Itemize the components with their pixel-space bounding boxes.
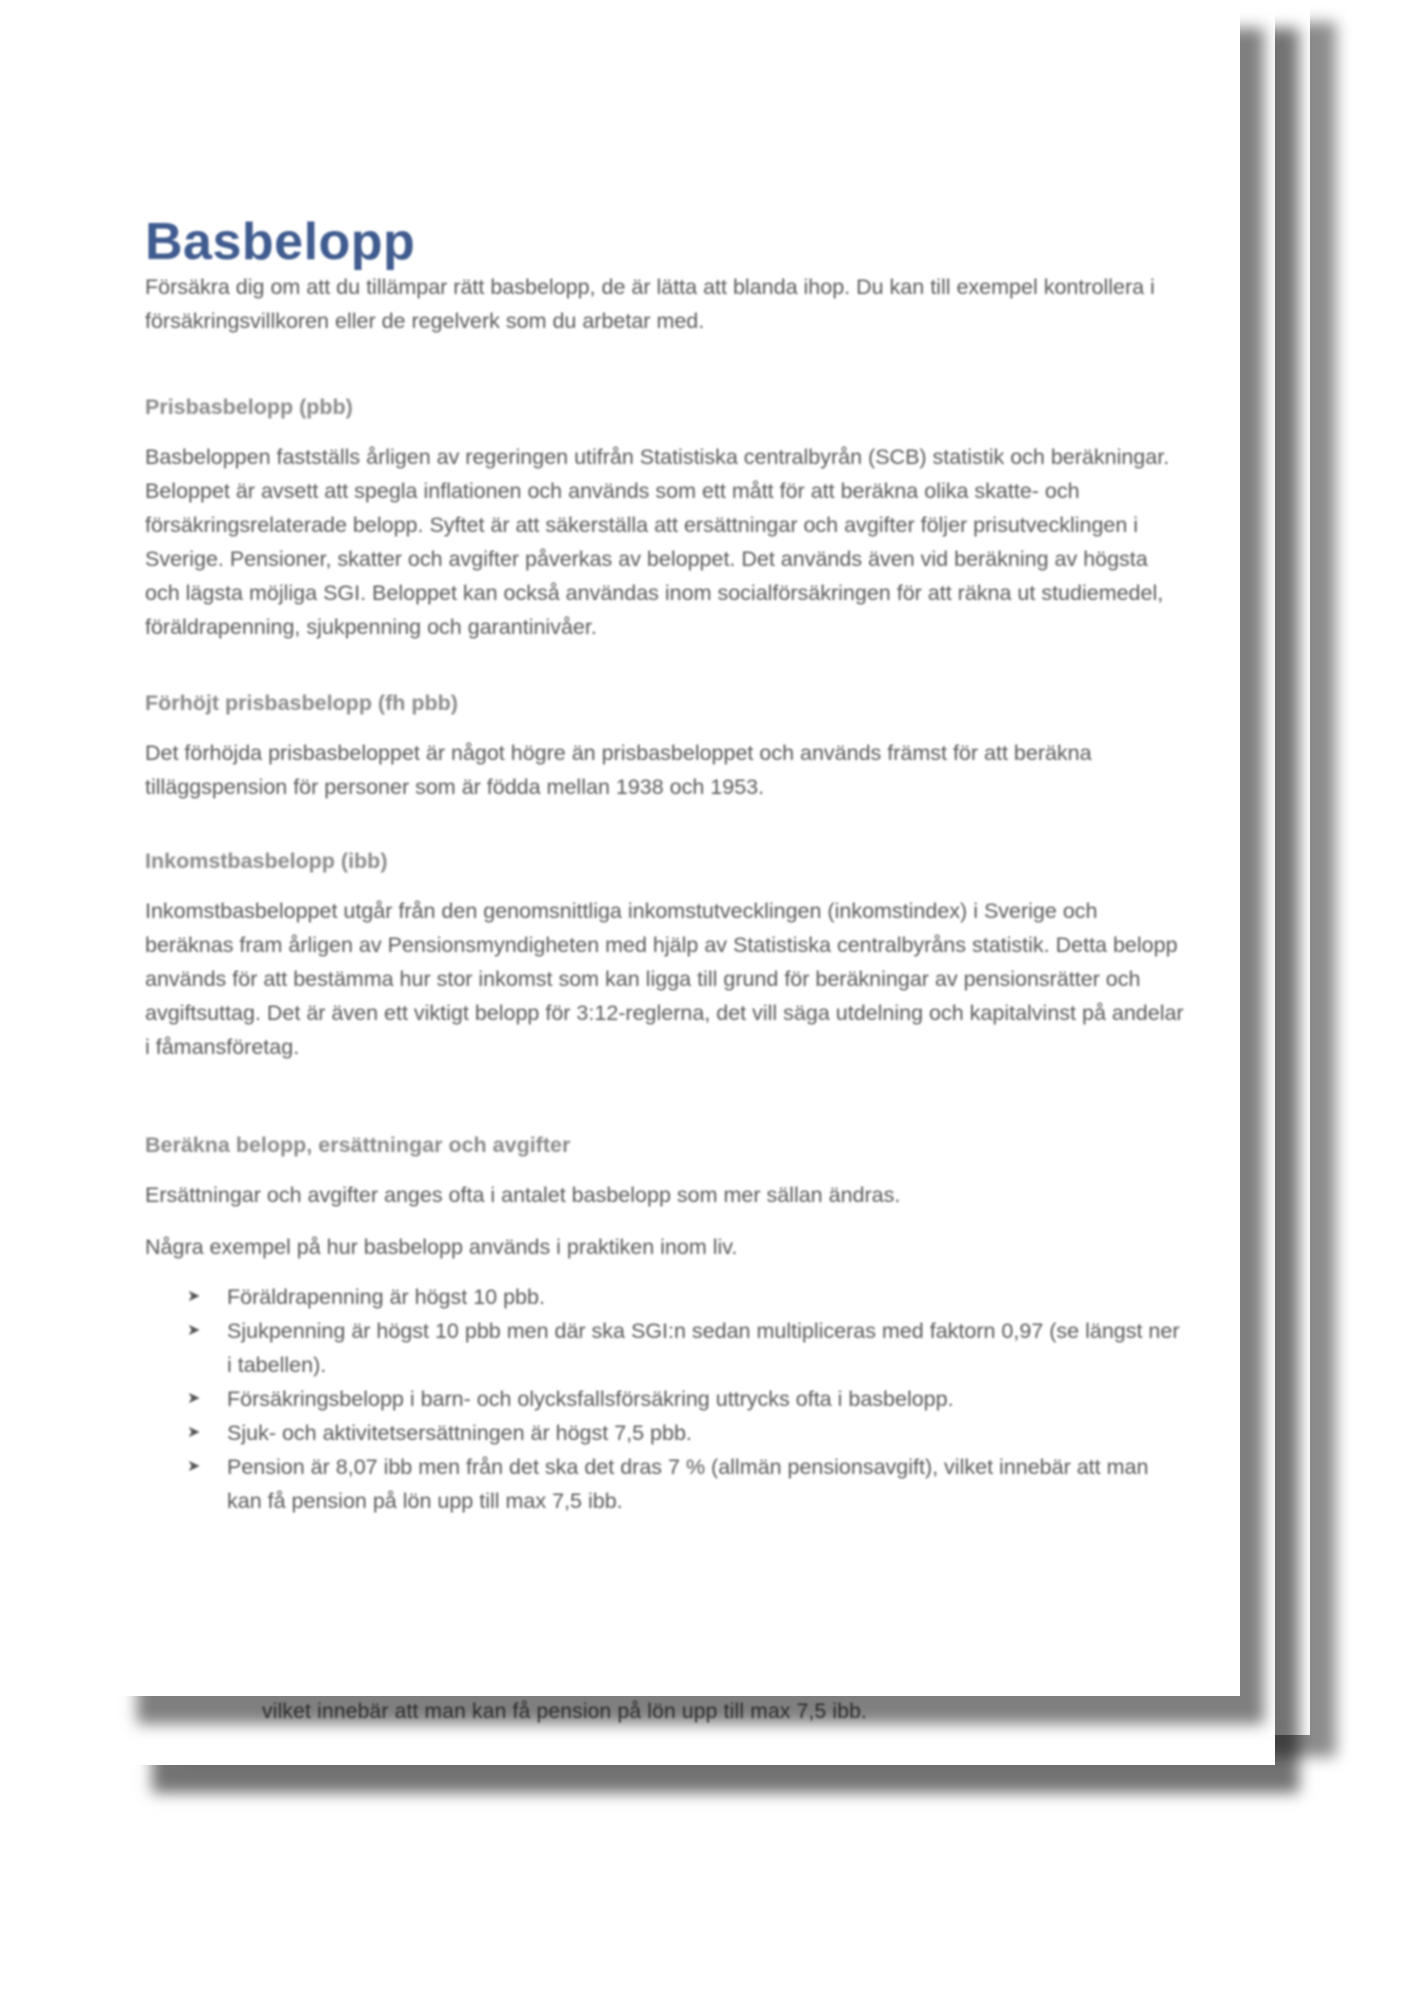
section-heading-prisbasbelopp: Prisbasbelopp (pbb) xyxy=(145,395,353,419)
section-body-forhojt-prisbasbelopp: Det förhöjda prisbasbeloppet är något högre än prisbasbeloppet och används främst för att beräkna tilläggspension för personer som är födda mellan 1938 och 1953. xyxy=(145,741,1092,799)
list-item-text: Sjukpenning är högst 10 pbb men där ska SGI:n sedan multipliceras med faktorn 0,97 (se längst ner i tabellen). xyxy=(227,1319,1180,1377)
bleed-through-text: vilket innebär att man kan få pension på lön upp till max 7,5 ibb. xyxy=(262,1700,868,1723)
document-content xyxy=(145,212,1185,1518)
section-heading-berakna: Beräkna belopp, ersättningar och avgifter xyxy=(145,1133,571,1157)
list-item xyxy=(187,1382,1185,1416)
page-title: Basbelopp xyxy=(145,213,416,271)
arrowhead-bullet-icon: ➤ xyxy=(187,1424,201,1441)
arrowhead-bullet-icon: ➤ xyxy=(187,1390,201,1407)
list-item xyxy=(187,1416,1185,1450)
arrowhead-bullet-icon: ➤ xyxy=(187,1458,201,1475)
list-item xyxy=(187,1314,1185,1382)
arrowhead-bullet-icon: ➤ xyxy=(187,1288,201,1305)
examples-list xyxy=(145,1280,1185,1518)
section-heading-inkomstbasbelopp: Inkomstbasbelopp (ibb) xyxy=(145,849,388,873)
section-body-berakna: Ersättningar och avgifter anges ofta i antalet basbelopp som mer sällan ändras. xyxy=(145,1183,901,1207)
list-item xyxy=(187,1450,1185,1518)
section-body-inkomstbasbelopp: Inkomstbasbeloppet utgår från den genomsnittliga inkomstutvecklingen (inkomstindex) i Sverige och beräknas fram årligen av Pensionsmyndigheten med hjälp av Statistiska centralbyråns statistik. Detta belopp används för att bestämma hur stor inkomst som kan ligga till grund för beräkningar av pensionsrätter och avgiftsuttag. Det är även ett viktigt belopp för 3:12-reglerna, det vill säga utdelning och kapitalvinst på andelar i fåmansföretag. xyxy=(145,899,1184,1059)
section-heading-forhojt-prisbasbelopp: Förhöjt prisbasbelopp (fh pbb) xyxy=(145,691,458,715)
section-body-prisbasbelopp: Basbeloppen fastställs årligen av regeringen utifrån Statistiska centralbyrån (SCB) statistik och beräkningar. Beloppet är avsett att spegla inflationen och används som ett mått för att beräkna olika skatte- och försäkringsrelaterade belopp. Syftet är att säkerställa att ersättningar och avgifter följer prisutvecklingen i Sverige. Pensioner, skatter och avgifter påverkas av beloppet. Det används även vid beräkning av högsta och lägsta möjliga SGI. Beloppet kan också användas inom socialförsäkringen för att räkna ut studiemedel, föräldrapenning, sjukpenning och garantinivåer. xyxy=(145,445,1170,639)
list-item xyxy=(187,1280,1185,1314)
list-item-text: Sjuk- och aktivitetsersättningen är högst 7,5 pbb. xyxy=(227,1421,692,1445)
intro-paragraph: Försäkra dig om att du tillämpar rätt basbelopp, de är lätta att blanda ihop. Du kan till exempel kontrollera i försäkringsvillkoren eller de regelverk som du arbetar med. xyxy=(145,275,1155,333)
list-item-text: Försäkringsbelopp i barn- och olycksfallsförsäkring uttrycks ofta i basbelopp. xyxy=(227,1387,954,1411)
arrowhead-bullet-icon: ➤ xyxy=(187,1322,201,1339)
list-item-text: Föräldrapenning är högst 10 pbb. xyxy=(227,1285,545,1309)
section-body-berakna-examples: Några exempel på hur basbelopp används i praktiken inom liv. xyxy=(145,1235,738,1259)
list-item-text: Pension är 8,07 ibb men från det ska det dras 7 % (allmän pensionsavgift), vilket innebär att man kan få pension på lön upp till max 7,5 ibb. xyxy=(227,1455,1149,1513)
